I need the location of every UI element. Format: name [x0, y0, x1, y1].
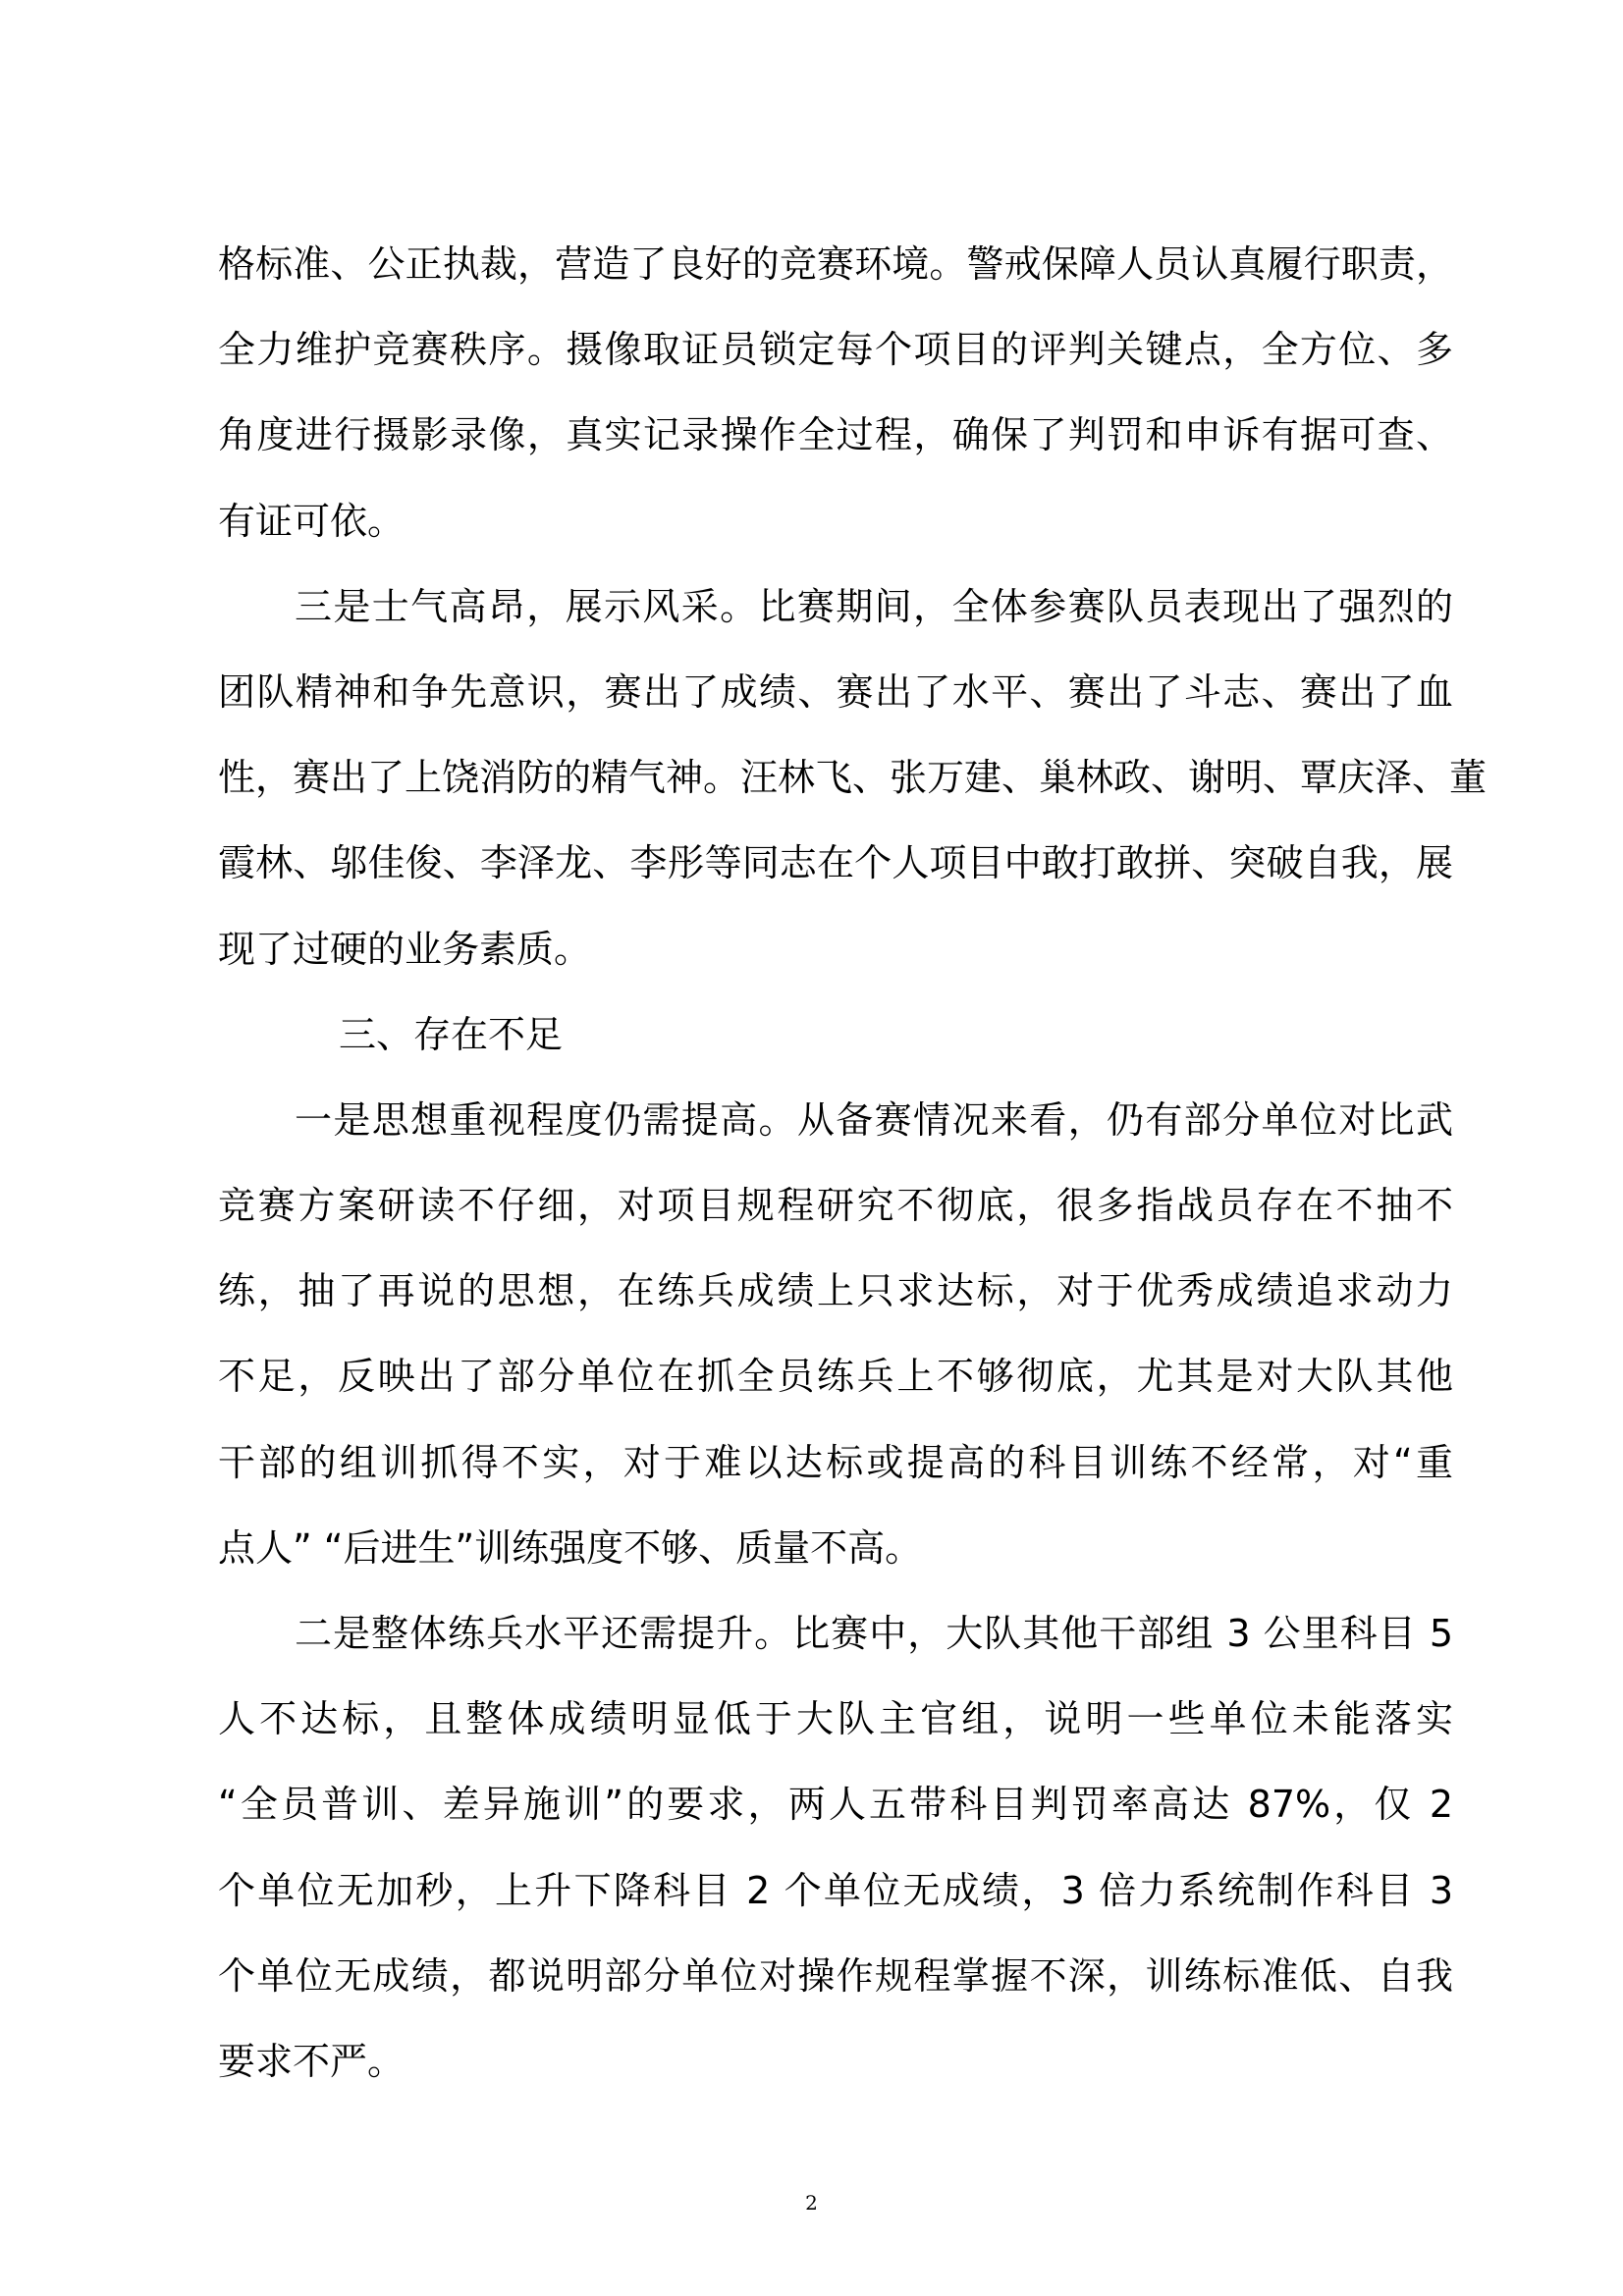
- paragraph-start-line: 一是思想重视程度仍需提高。从备赛情况来看，仍有部分单位对比武: [295, 1097, 1453, 1142]
- text-line: 竞赛方案研读不仔细，对项目规程研究不彻底，很多指战员存在不抽不: [218, 1184, 1453, 1228]
- text-line: 个单位无成绩，都说明部分单位对操作规程掌握不深，训练标准低、自我: [218, 1953, 1453, 1998]
- text-line: 有证可依。: [218, 499, 406, 543]
- page-number: 2: [805, 2191, 818, 2215]
- text-line: 角度进行摄影录像，真实记录操作全过程，确保了判罚和申诉有据可查、: [218, 413, 1453, 457]
- paragraph-start-line: 三是士气高昂，展示风采。比赛期间，全体参赛队员表现出了强烈的: [295, 584, 1453, 628]
- text-line: 全力维护竞赛秩序。摄像取证员锁定每个项目的评判关键点，全方位、多: [218, 328, 1453, 372]
- document-body: [218, 222, 1488, 2105]
- text-line: 不足，反映出了部分单位在抓全员练兵上不够彻底，尤其是对大队其他: [218, 1355, 1453, 1399]
- text-line: 练，抽了再说的思想，在练兵成绩上只求达标，对于优秀成绩追求动力: [218, 1269, 1453, 1313]
- text-line: 团队精神和争先意识，赛出了成绩、赛出了水平、赛出了斗志、赛出了血: [218, 669, 1453, 714]
- text-line: 要求不严。: [218, 2039, 406, 2083]
- text-line: 性，赛出了上饶消防的精气神。汪林飞、张万建、巢林政、谢明、覃庆泽、董: [218, 756, 1488, 800]
- text-line: 个单位无加秒，上升下降科目 2 个单位无成绩，3 倍力系统制作科目 3: [218, 1868, 1453, 1912]
- paragraph-start-line: 二是整体练兵水平还需提升。比赛中，大队其他干部组 3 公里科目 5: [295, 1612, 1453, 1655]
- text-line: “全员普训、差异施训”的要求，两人五带科目判罚率高达 87%，仅 2: [218, 1783, 1453, 1827]
- section-heading: 三、存在不足: [339, 1012, 564, 1056]
- text-line: 霞林、邬佳俊、李泽龙、李彤等同志在个人项目中敢打敢拼、突破自我，展: [218, 841, 1453, 885]
- text-line: 现了过硬的业务素质。: [218, 927, 592, 971]
- text-line: 人不达标，且整体成绩明显低于大队主官组，说明一些单位未能落实: [218, 1697, 1453, 1741]
- text-line: 点人” “后进生”训练强度不够、质量不高。: [218, 1525, 923, 1570]
- text-line: 格标准、公正执裁，营造了良好的竞赛环境。警戒保障人员认真履行职责，: [218, 242, 1453, 286]
- text-line: 干部的组训抓得不实，对于难以达标或提高的科目训练不经常，对“重: [218, 1440, 1453, 1484]
